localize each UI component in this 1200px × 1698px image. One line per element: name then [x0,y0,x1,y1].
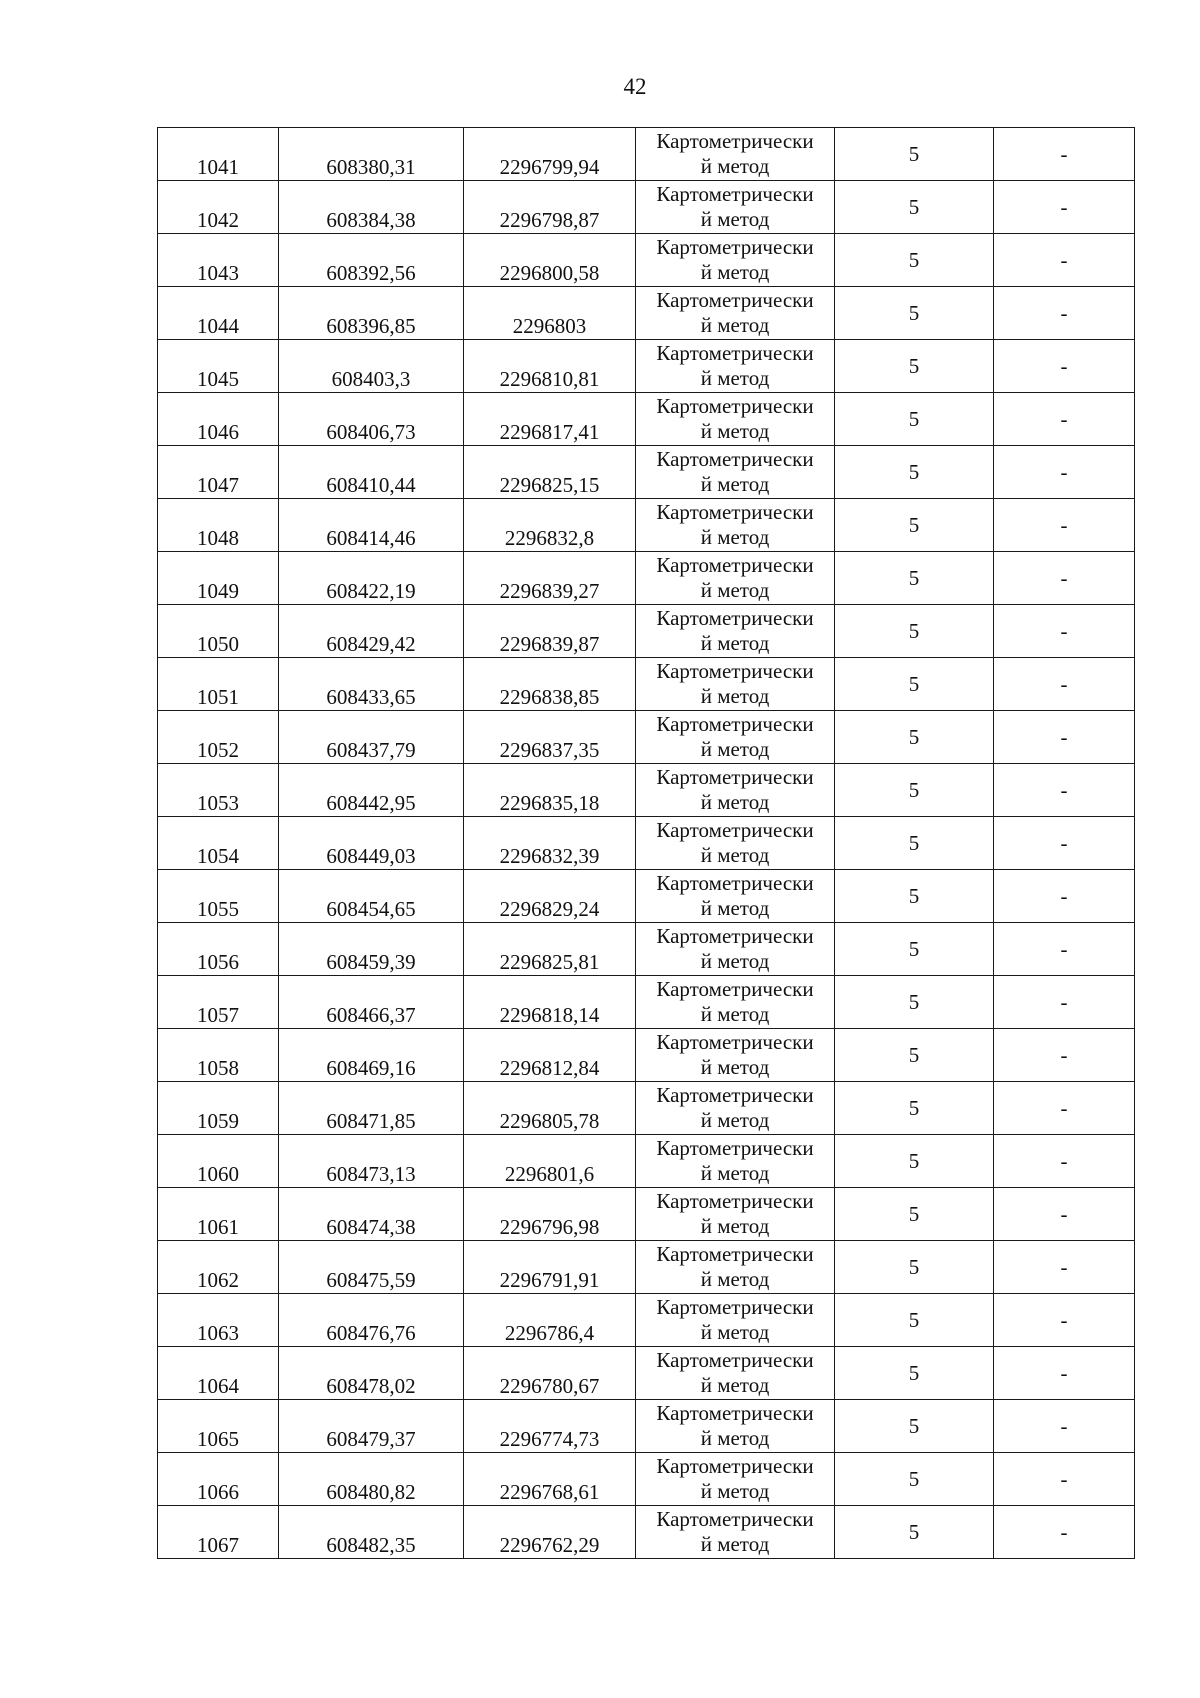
x-coordinate-cell: 608459,39 [279,923,464,976]
method-cell: Картометрически й метод [636,234,835,287]
point-number-cell: 1061 [158,1188,279,1241]
table-row [158,1241,1135,1294]
note-cell: - [994,181,1135,234]
x-coordinate-cell: 608454,65 [279,870,464,923]
coordinates-table [157,127,1135,1559]
point-number-cell: 1046 [158,393,279,446]
y-coordinate-cell: 2296780,67 [464,1347,636,1400]
method-cell: Картометрически й метод [636,817,835,870]
point-number-cell: 1044 [158,287,279,340]
note-cell: - [994,923,1135,976]
note-cell: - [994,605,1135,658]
x-coordinate-cell: 608476,76 [279,1294,464,1347]
x-coordinate-cell: 608474,38 [279,1188,464,1241]
accuracy-cell: 5 [835,1082,994,1135]
x-coordinate-cell: 608479,37 [279,1400,464,1453]
method-cell: Картометрически й метод [636,658,835,711]
method-cell: Картометрически й метод [636,128,835,181]
x-coordinate-cell: 608396,85 [279,287,464,340]
table-row [158,1135,1135,1188]
y-coordinate-cell: 2296837,35 [464,711,636,764]
y-coordinate-cell: 2296805,78 [464,1082,636,1135]
x-coordinate-cell: 608392,56 [279,234,464,287]
note-cell: - [994,1082,1135,1135]
x-coordinate-cell: 608482,35 [279,1506,464,1559]
x-coordinate-cell: 608414,46 [279,499,464,552]
table-row [158,1400,1135,1453]
method-cell: Картометрически й метод [636,446,835,499]
accuracy-cell: 5 [835,658,994,711]
note-cell: - [994,446,1135,499]
point-number-cell: 1043 [158,234,279,287]
note-cell: - [994,1029,1135,1082]
x-coordinate-cell: 608466,37 [279,976,464,1029]
table-row [158,711,1135,764]
table-row [158,658,1135,711]
accuracy-cell: 5 [835,181,994,234]
table-row [158,923,1135,976]
y-coordinate-cell: 2296838,85 [464,658,636,711]
table-row [158,976,1135,1029]
accuracy-cell: 5 [835,1453,994,1506]
table-row [158,393,1135,446]
x-coordinate-cell: 608429,42 [279,605,464,658]
point-number-cell: 1064 [158,1347,279,1400]
x-coordinate-cell: 608480,82 [279,1453,464,1506]
note-cell: - [994,128,1135,181]
y-coordinate-cell: 2296817,41 [464,393,636,446]
point-number-cell: 1049 [158,552,279,605]
point-number-cell: 1048 [158,499,279,552]
y-coordinate-cell: 2296803 [464,287,636,340]
accuracy-cell: 5 [835,1188,994,1241]
table-row [158,234,1135,287]
accuracy-cell: 5 [835,1506,994,1559]
y-coordinate-cell: 2296832,8 [464,499,636,552]
accuracy-cell: 5 [835,1294,994,1347]
coordinates-table-body [158,128,1135,1559]
note-cell: - [994,1135,1135,1188]
method-cell: Картометрически й метод [636,870,835,923]
note-cell: - [994,499,1135,552]
y-coordinate-cell: 2296825,81 [464,923,636,976]
accuracy-cell: 5 [835,1400,994,1453]
accuracy-cell: 5 [835,1347,994,1400]
method-cell: Картометрически й метод [636,1400,835,1453]
method-cell: Картометрически й метод [636,393,835,446]
note-cell: - [994,1506,1135,1559]
method-cell: Картометрически й метод [636,976,835,1029]
y-coordinate-cell: 2296791,91 [464,1241,636,1294]
x-coordinate-cell: 608406,73 [279,393,464,446]
x-coordinate-cell: 608469,16 [279,1029,464,1082]
y-coordinate-cell: 2296829,24 [464,870,636,923]
accuracy-cell: 5 [835,446,994,499]
point-number-cell: 1063 [158,1294,279,1347]
point-number-cell: 1052 [158,711,279,764]
page-number: 42 [623,74,647,99]
y-coordinate-cell: 2296839,27 [464,552,636,605]
y-coordinate-cell: 2296798,87 [464,181,636,234]
note-cell: - [994,1188,1135,1241]
x-coordinate-cell: 608478,02 [279,1347,464,1400]
point-number-cell: 1041 [158,128,279,181]
table-row [158,1506,1135,1559]
point-number-cell: 1062 [158,1241,279,1294]
accuracy-cell: 5 [835,340,994,393]
accuracy-cell: 5 [835,923,994,976]
method-cell: Картометрически й метод [636,1506,835,1559]
x-coordinate-cell: 608449,03 [279,817,464,870]
y-coordinate-cell: 2296801,6 [464,1135,636,1188]
accuracy-cell: 5 [835,870,994,923]
table-row [158,499,1135,552]
method-cell: Картометрически й метод [636,1029,835,1082]
accuracy-cell: 5 [835,1029,994,1082]
accuracy-cell: 5 [835,976,994,1029]
method-cell: Картометрически й метод [636,605,835,658]
point-number-cell: 1047 [158,446,279,499]
x-coordinate-cell: 608380,31 [279,128,464,181]
note-cell: - [994,1241,1135,1294]
method-cell: Картометрически й метод [636,764,835,817]
point-number-cell: 1053 [158,764,279,817]
accuracy-cell: 5 [835,234,994,287]
note-cell: - [994,711,1135,764]
note-cell: - [994,976,1135,1029]
point-number-cell: 1058 [158,1029,279,1082]
accuracy-cell: 5 [835,1241,994,1294]
note-cell: - [994,1400,1135,1453]
table-row [158,181,1135,234]
point-number-cell: 1065 [158,1400,279,1453]
x-coordinate-cell: 608433,65 [279,658,464,711]
table-row [158,1294,1135,1347]
accuracy-cell: 5 [835,605,994,658]
y-coordinate-cell: 2296796,98 [464,1188,636,1241]
y-coordinate-cell: 2296762,29 [464,1506,636,1559]
accuracy-cell: 5 [835,711,994,764]
x-coordinate-cell: 608384,38 [279,181,464,234]
method-cell: Картометрически й метод [636,1347,835,1400]
point-number-cell: 1056 [158,923,279,976]
y-coordinate-cell: 2296786,4 [464,1294,636,1347]
note-cell: - [994,393,1135,446]
point-number-cell: 1050 [158,605,279,658]
method-cell: Картометрически й метод [636,923,835,976]
point-number-cell: 1059 [158,1082,279,1135]
note-cell: - [994,552,1135,605]
note-cell: - [994,817,1135,870]
x-coordinate-cell: 608475,59 [279,1241,464,1294]
y-coordinate-cell: 2296835,18 [464,764,636,817]
accuracy-cell: 5 [835,817,994,870]
note-cell: - [994,1347,1135,1400]
method-cell: Картометрически й метод [636,1188,835,1241]
x-coordinate-cell: 608471,85 [279,1082,464,1135]
note-cell: - [994,287,1135,340]
point-number-cell: 1045 [158,340,279,393]
table-row [158,1188,1135,1241]
y-coordinate-cell: 2296799,94 [464,128,636,181]
y-coordinate-cell: 2296825,15 [464,446,636,499]
table-row [158,817,1135,870]
point-number-cell: 1051 [158,658,279,711]
method-cell: Картометрически й метод [636,181,835,234]
note-cell: - [994,764,1135,817]
point-number-cell: 1060 [158,1135,279,1188]
table-row [158,340,1135,393]
y-coordinate-cell: 2296812,84 [464,1029,636,1082]
y-coordinate-cell: 2296774,73 [464,1400,636,1453]
table-row [158,605,1135,658]
y-coordinate-cell: 2296768,61 [464,1453,636,1506]
point-number-cell: 1042 [158,181,279,234]
table-row [158,287,1135,340]
table-row [158,1453,1135,1506]
point-number-cell: 1067 [158,1506,279,1559]
accuracy-cell: 5 [835,552,994,605]
table-row [158,1082,1135,1135]
x-coordinate-cell: 608403,3 [279,340,464,393]
method-cell: Картометрически й метод [636,499,835,552]
accuracy-cell: 5 [835,287,994,340]
y-coordinate-cell: 2296810,81 [464,340,636,393]
accuracy-cell: 5 [835,499,994,552]
accuracy-cell: 5 [835,764,994,817]
point-number-cell: 1055 [158,870,279,923]
y-coordinate-cell: 2296800,58 [464,234,636,287]
x-coordinate-cell: 608437,79 [279,711,464,764]
table-row [158,870,1135,923]
x-coordinate-cell: 608442,95 [279,764,464,817]
accuracy-cell: 5 [835,1135,994,1188]
point-number-cell: 1066 [158,1453,279,1506]
note-cell: - [994,870,1135,923]
x-coordinate-cell: 608473,13 [279,1135,464,1188]
accuracy-cell: 5 [835,128,994,181]
method-cell: Картометрически й метод [636,1241,835,1294]
method-cell: Картометрически й метод [636,1135,835,1188]
note-cell: - [994,1453,1135,1506]
method-cell: Картометрически й метод [636,1082,835,1135]
note-cell: - [994,340,1135,393]
note-cell: - [994,234,1135,287]
table-row [158,552,1135,605]
method-cell: Картометрически й метод [636,1294,835,1347]
method-cell: Картометрически й метод [636,711,835,764]
x-coordinate-cell: 608410,44 [279,446,464,499]
x-coordinate-cell: 608422,19 [279,552,464,605]
table-row [158,1029,1135,1082]
table-row [158,446,1135,499]
point-number-cell: 1054 [158,817,279,870]
method-cell: Картометрически й метод [636,340,835,393]
y-coordinate-cell: 2296818,14 [464,976,636,1029]
note-cell: - [994,658,1135,711]
y-coordinate-cell: 2296832,39 [464,817,636,870]
y-coordinate-cell: 2296839,87 [464,605,636,658]
accuracy-cell: 5 [835,393,994,446]
method-cell: Картометрически й метод [636,552,835,605]
note-cell: - [994,1294,1135,1347]
table-row [158,764,1135,817]
point-number-cell: 1057 [158,976,279,1029]
method-cell: Картометрически й метод [636,287,835,340]
table-row [158,128,1135,181]
table-row [158,1347,1135,1400]
method-cell: Картометрически й метод [636,1453,835,1506]
